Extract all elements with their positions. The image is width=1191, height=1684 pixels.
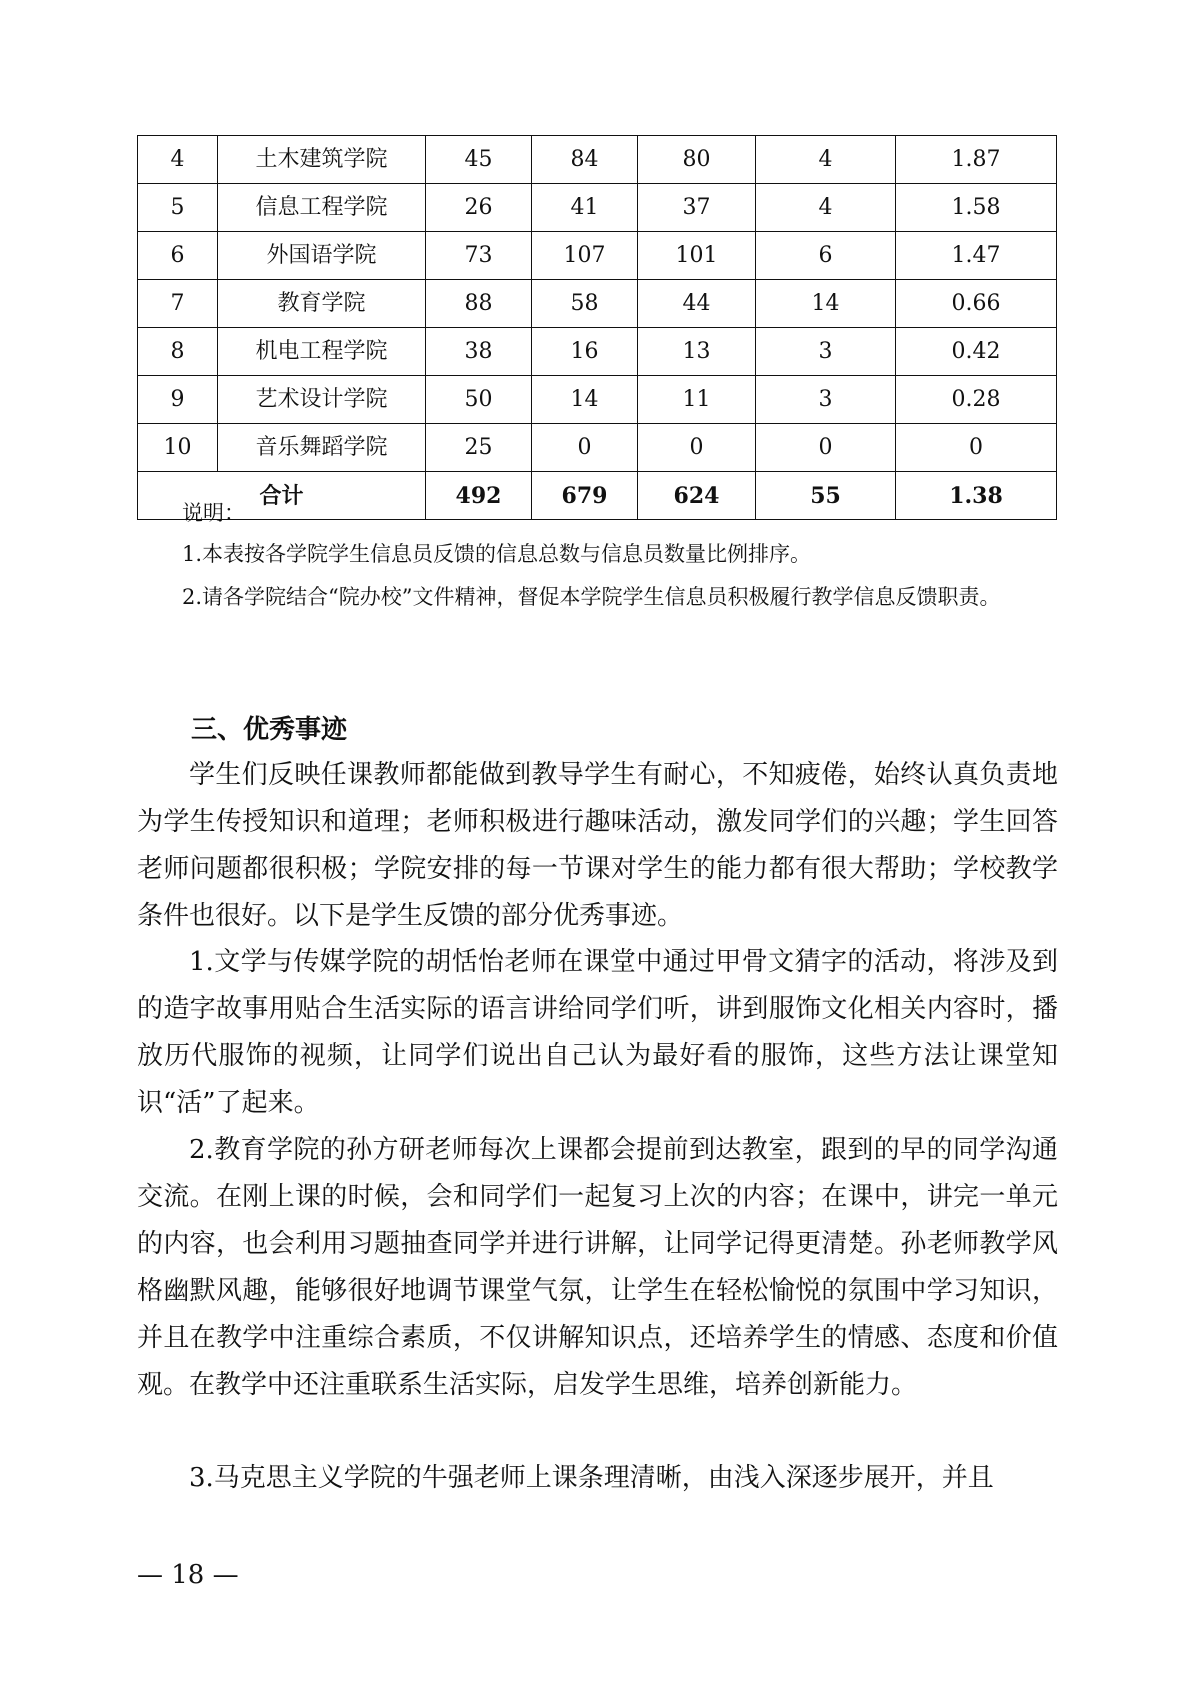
table-row	[138, 136, 1057, 184]
table-row	[138, 328, 1057, 376]
table-cell-c5: 1.47	[896, 232, 1057, 280]
table-cell-c2: 84	[532, 136, 638, 184]
table-cell-c2: 58	[532, 280, 638, 328]
table-cell-c5: 0.42	[896, 328, 1057, 376]
total-label: 合计	[138, 472, 426, 520]
table-cell-c3: 101	[638, 232, 756, 280]
table-cell-rank: 6	[138, 232, 218, 280]
paragraph-example-2: 2.教育学院的孙方研老师每次上课都会提前到达教室，跟到的早的同学沟通交流。在刚上课的时候，会和同学们一起复习上次的内容；在课中，讲完一单元的内容，也会利用习题抽查同学并进行讲解，让同学记得更清楚。孙老师教学风格幽默风趣，能够很好地调节课堂气氛，让学生在轻松愉悦的氛围中学习知识，并且在教学中注重综合素质，不仅讲解知识点，还培养学生的情感、态度和价值观。在教学中还注重联系生活实际，启发学生思维，培养创新能力。	[137, 1135, 1058, 1400]
table-cell-rank: 8	[138, 328, 218, 376]
table-cell-c2: 0	[532, 424, 638, 472]
table-cell-c1: 73	[426, 232, 532, 280]
table-body	[138, 136, 1057, 520]
table-cell-c1: 26	[426, 184, 532, 232]
table-cell-c3: 44	[638, 280, 756, 328]
table-cell-c2: 14	[532, 376, 638, 424]
table-cell-college: 信息工程学院	[218, 184, 426, 232]
paragraph-intro: 学生们反映任课教师都能做到教导学生有耐心，不知疲倦，始终认真负责地为学生传授知识和道理；老师积极进行趣味活动，激发同学们的兴趣；学生回答老师问题都很积极；学院安排的每一节课对学生的能力都有很大帮助；学校教学条件也很好。以下是学生反馈的部分优秀事迹。	[137, 760, 1058, 931]
section-heading: 三、优秀事迹	[191, 715, 348, 745]
table-cell-rank: 5	[138, 184, 218, 232]
table-cell-c5: 0.66	[896, 280, 1057, 328]
table-cell-c4: 3	[756, 376, 896, 424]
table-cell-c3: 37	[638, 184, 756, 232]
paragraph-example-1: 1.文学与传媒学院的胡恬怡老师在课堂中通过甲骨文猜字的活动，将涉及到的造字故事用贴合生活实际的语言讲给同学们听，讲到服饰文化相关内容时，播放历代服饰的视频，让同学们说出自己认为最好看的服饰，这些方法让课堂知识“活”了起来。	[137, 947, 1058, 1118]
table-cell-rank: 9	[138, 376, 218, 424]
notes-title: 说明：	[182, 501, 245, 525]
note-item-1: 1.本表按各学院学生信息员反馈的信息总数与信息员数量比例排序。	[182, 542, 812, 566]
note-item-2: 2.请各学院结合“院办校”文件精神，督促本学院学生信息员积极履行教学信息反馈职责。	[182, 585, 1001, 609]
table-row	[138, 424, 1057, 472]
total-cell: 679	[532, 472, 638, 520]
paragraph-example-3: 3.马克思主义学院的牛强老师上课条理清晰，由浅入深逐步展开，并且	[189, 1463, 994, 1493]
table-row	[138, 376, 1057, 424]
table-row	[138, 232, 1057, 280]
table-cell-c1: 50	[426, 376, 532, 424]
table-cell-c3: 11	[638, 376, 756, 424]
table-row	[138, 184, 1057, 232]
table-cell-c5: 1.87	[896, 136, 1057, 184]
table-cell-college: 外国语学院	[218, 232, 426, 280]
table-cell-c1: 25	[426, 424, 532, 472]
table-cell-c4: 14	[756, 280, 896, 328]
table-cell-college: 艺术设计学院	[218, 376, 426, 424]
table-cell-c5: 0.28	[896, 376, 1057, 424]
table-cell-c1: 45	[426, 136, 532, 184]
table-cell-c4: 4	[756, 136, 896, 184]
total-cell: 1.38	[896, 472, 1057, 520]
total-cell: 55	[756, 472, 896, 520]
table-cell-college: 音乐舞蹈学院	[218, 424, 426, 472]
table-cell-c3: 13	[638, 328, 756, 376]
table-cell-c1: 38	[426, 328, 532, 376]
table-cell-c4: 3	[756, 328, 896, 376]
table-row	[138, 280, 1057, 328]
page-number: — 18 —	[137, 1560, 239, 1590]
table-cell-c3: 0	[638, 424, 756, 472]
feedback-stats-table	[137, 135, 1057, 520]
total-cell: 624	[638, 472, 756, 520]
table-cell-college: 土木建筑学院	[218, 136, 426, 184]
table-cell-college: 机电工程学院	[218, 328, 426, 376]
table-cell-c1: 88	[426, 280, 532, 328]
table-cell-rank: 7	[138, 280, 218, 328]
table-cell-c2: 41	[532, 184, 638, 232]
table-cell-c4: 0	[756, 424, 896, 472]
table-cell-c2: 16	[532, 328, 638, 376]
table-cell-c5: 1.58	[896, 184, 1057, 232]
table-cell-c4: 4	[756, 184, 896, 232]
table-cell-c2: 107	[532, 232, 638, 280]
table-total-row	[138, 472, 1057, 520]
table-cell-rank: 10	[138, 424, 218, 472]
table-cell-c5: 0	[896, 424, 1057, 472]
table-cell-c3: 80	[638, 136, 756, 184]
table-cell-college: 教育学院	[218, 280, 426, 328]
total-cell: 492	[426, 472, 532, 520]
table-cell-rank: 4	[138, 136, 218, 184]
table-cell-c4: 6	[756, 232, 896, 280]
